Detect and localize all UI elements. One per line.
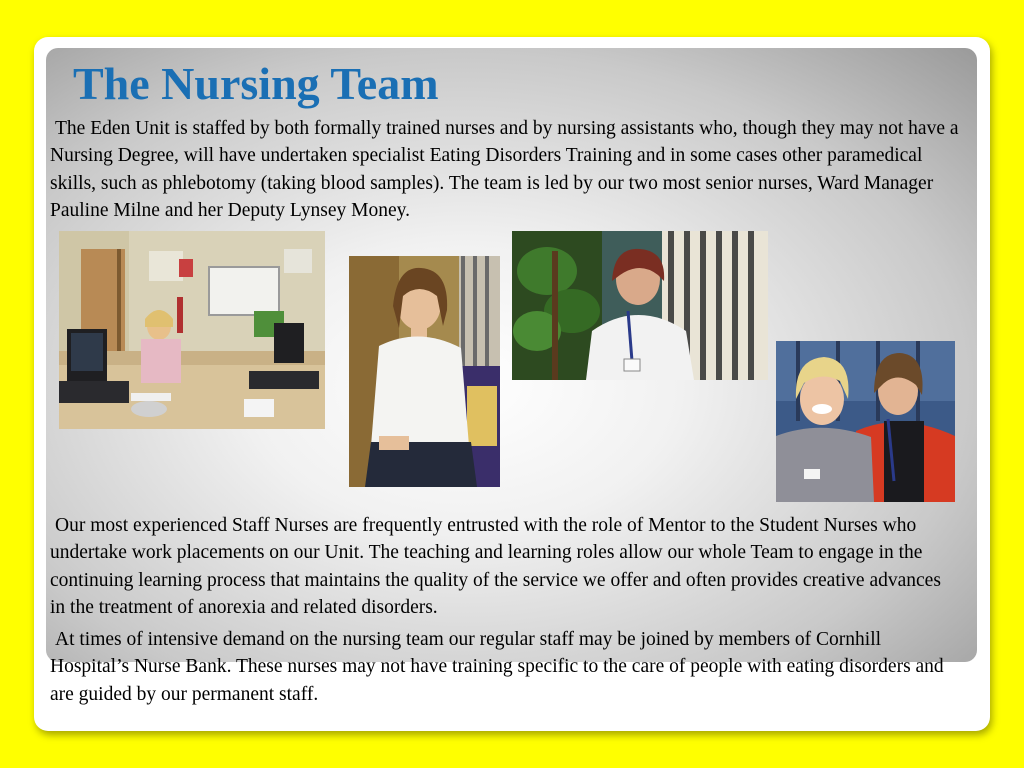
nurse-portrait-photo [349,256,500,487]
ward-manager-photo [512,231,768,380]
slide-title: The Nursing Team [73,58,439,109]
intro-paragraph: The Eden Unit is staffed by both formally trained nurses and by nursing assistants who, though they may not have a Nursing Degree, will have undertaken specialist Eating Disorders Training and in some cases other paramedical skills, such as phlebotomy (taking blood samples). The team is led by our two most senior nurses, Ward Manager Pauline Milne and her Deputy Lynsey Money. [50,118,959,221]
mentoring-paragraph: Our most experienced Staff Nurses are frequently entrusted with the role of Mentor to the Student Nurses who undertake work placements on our Unit. The teaching and learning roles allow our whole Team to engage in the continuing learning process that maintains the quality of the service we offer and often provides creative advances in the treatment of anorexia and related disorders. [50,515,941,618]
nurse-bank-paragraph: At times of intensive demand on the nursing team our regular staff may be joined by members of Cornhill Hospital’s Nurse Bank. These nurses may not have training specific to the care of people with eating disorders and are guided by our permanent staff. [50,629,944,705]
office-photo [59,231,325,429]
senior-nurses-photo [776,341,955,502]
